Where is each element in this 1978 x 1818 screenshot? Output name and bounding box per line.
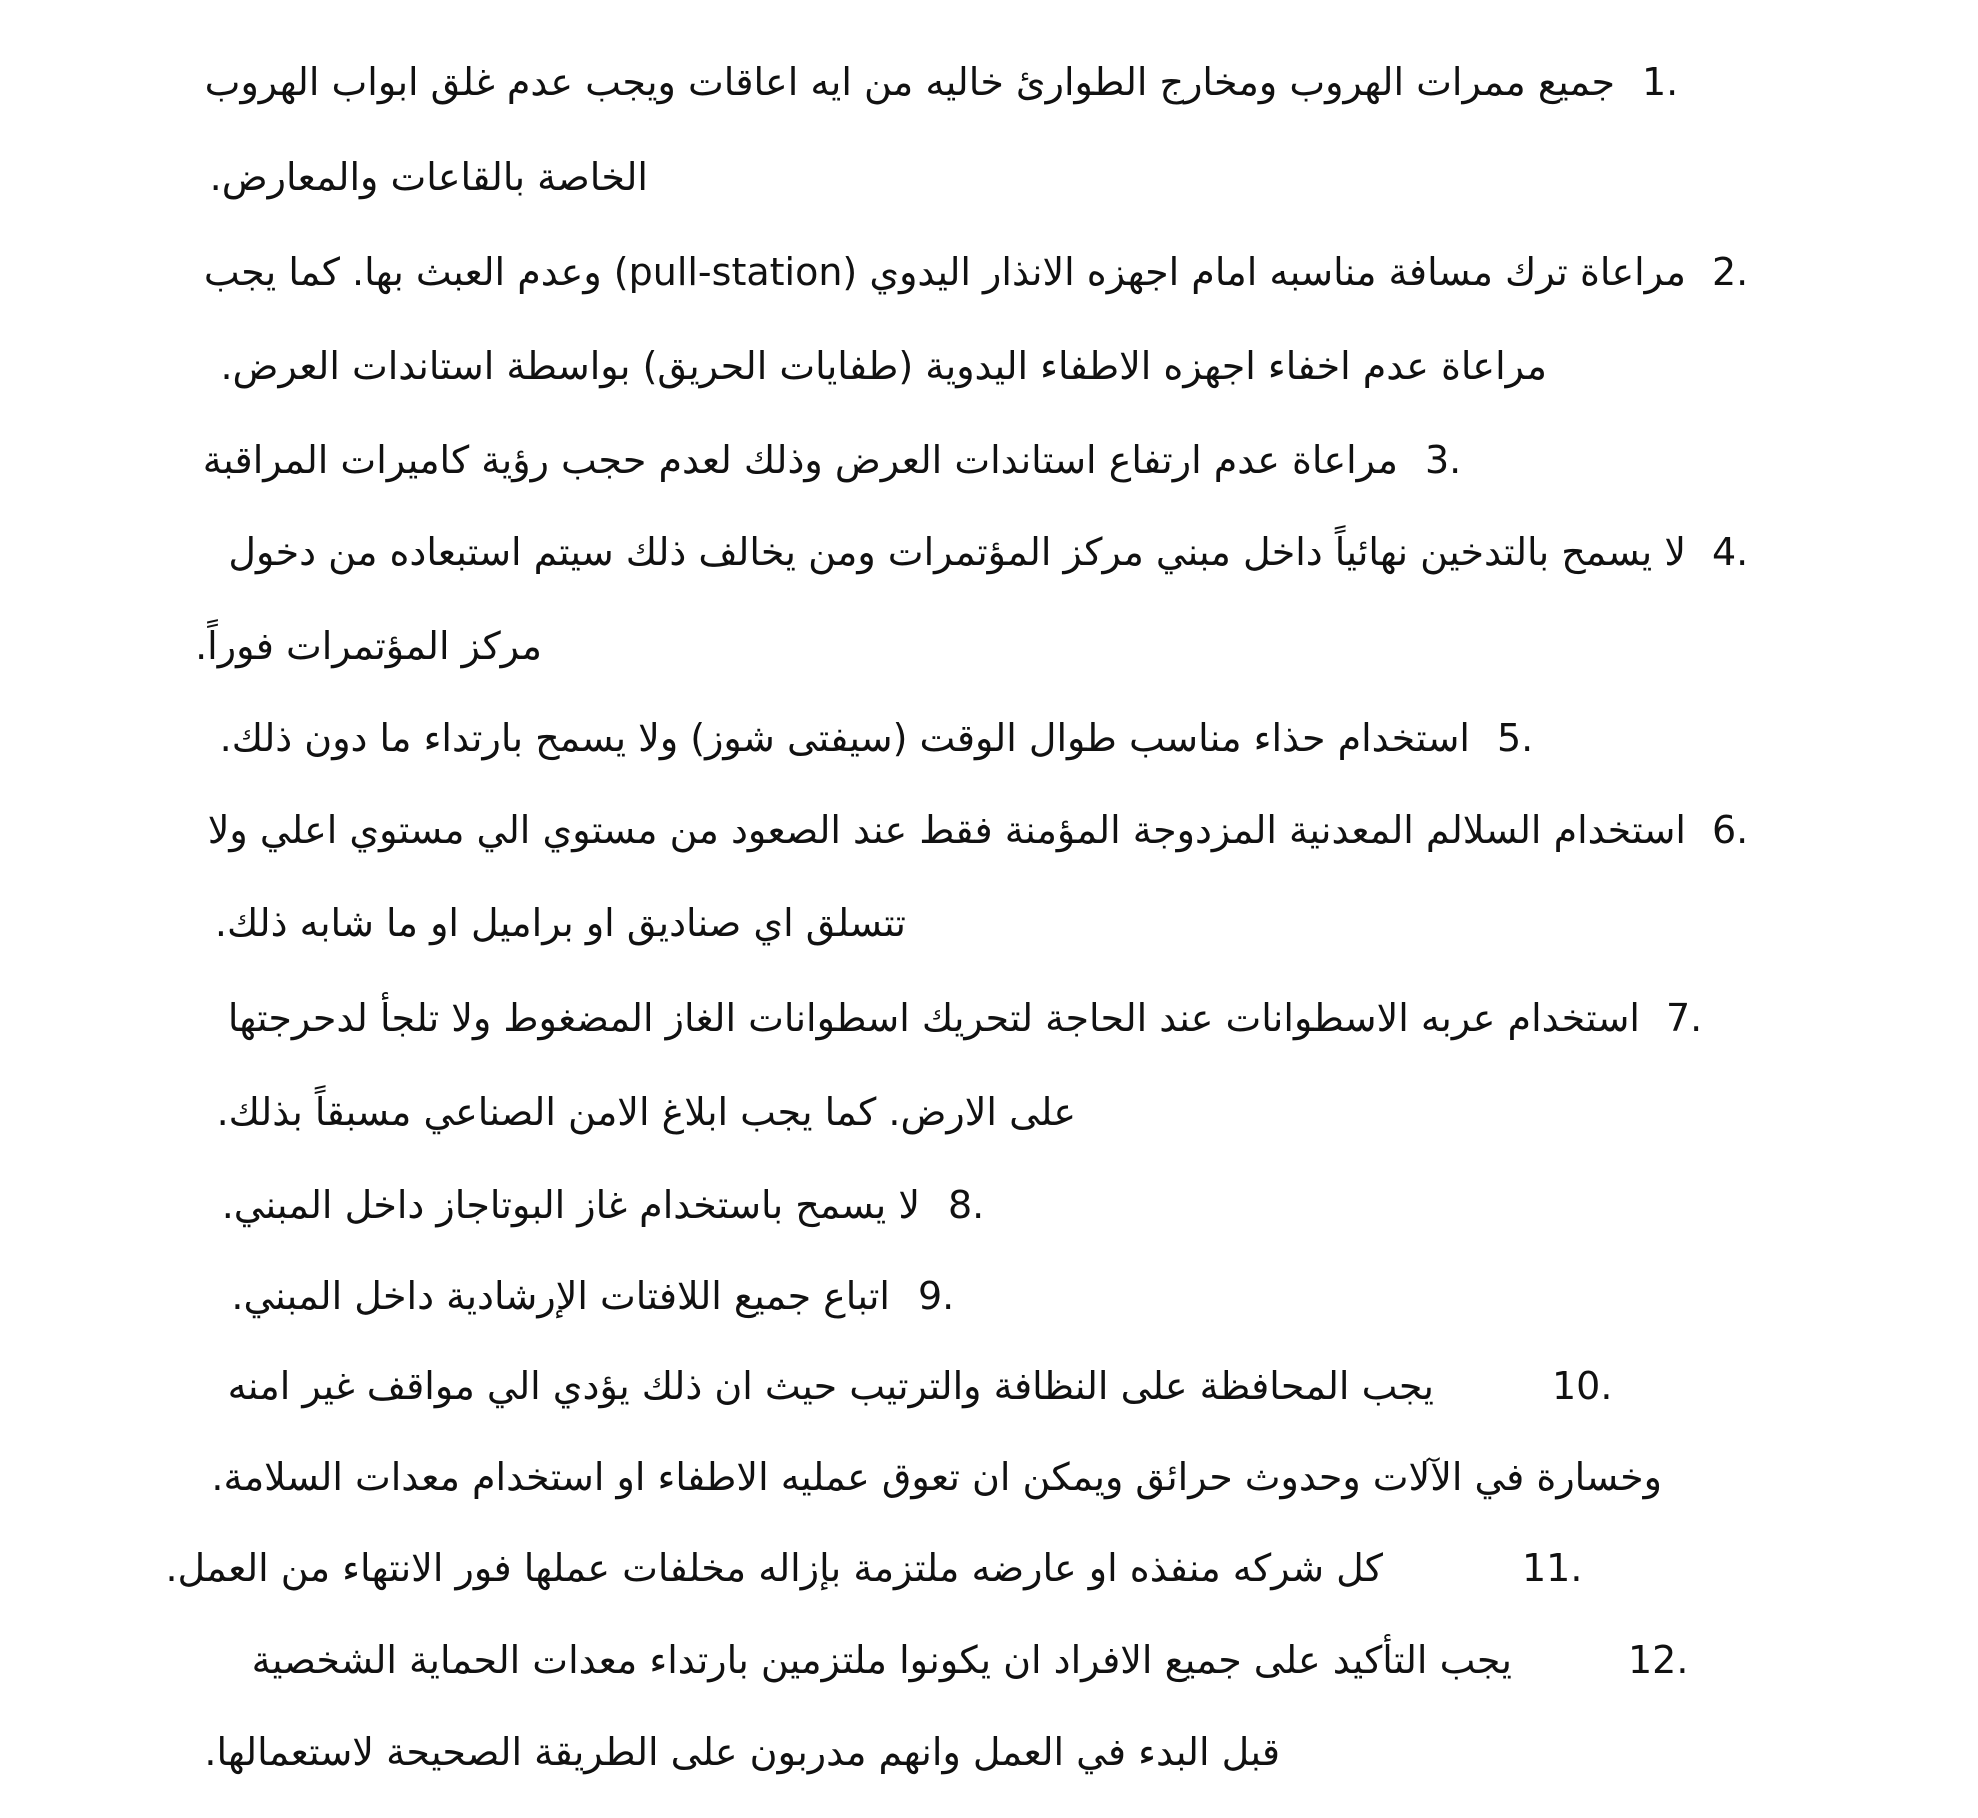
item-text-line: مراعاة عدم ارتفاع استاندات العرض وذلك لعدم حجب رؤية كاميرات المراقبة bbox=[202, 438, 1398, 482]
item-text-line: مراعاة ترك مسافة مناسبه امام اجهزه الانذار اليدوي (pull-station) وعدم العبث بها. كما يجب bbox=[203, 250, 1686, 294]
item-number: 3. bbox=[1425, 438, 1462, 482]
item-text-line: كل شركه منفذه او عارضه ملتزمة بإزاله مخلفات عملها فور الانتهاء من العمل. bbox=[165, 1546, 1383, 1590]
item-number: 7. bbox=[1666, 996, 1703, 1040]
item-number: 10. bbox=[1552, 1364, 1613, 1408]
item-text-line: تتسلق اي صناديق او براميل او ما شابه ذلك. bbox=[214, 901, 906, 945]
item-text-line: يجب المحافظة على النظافة والترتيب حيث ان ذلك يؤدي الي مواقف غير امنه bbox=[227, 1364, 1434, 1408]
item-text-line: لا يسمح باستخدام غاز البوتاجاز داخل المبني. bbox=[221, 1183, 920, 1227]
item-number: 2. bbox=[1712, 250, 1749, 294]
item-number: 11. bbox=[1522, 1546, 1583, 1590]
item-number: 5. bbox=[1497, 716, 1534, 760]
item-text-line: الخاصة بالقاعات والمعارض. bbox=[209, 155, 648, 199]
item-number: 9. bbox=[918, 1274, 955, 1318]
item-text-line: استخدام عربه الاسطوانات عند الحاجة لتحريك اسطوانات الغاز المضغوط ولا تلجأ لدحرجتها bbox=[227, 996, 1640, 1040]
item-text-line: اتباع جميع اللافتات الإرشادية داخل المبني. bbox=[231, 1274, 890, 1318]
item-text-line: استخدام حذاء مناسب طوال الوقت (سيفتى شوز) ولا يسمح بارتداء ما دون ذلك. bbox=[219, 716, 1470, 760]
item-number: 6. bbox=[1712, 808, 1749, 852]
item-number: 8. bbox=[948, 1183, 985, 1227]
item-text-line: جميع ممرات الهروب ومخارج الطوارئ خاليه من ايه اعاقات ويجب عدم غلق ابواب الهروب bbox=[204, 60, 1615, 104]
item-number: 1. bbox=[1642, 60, 1679, 104]
item-text-line: وخسارة في الآلات وحدوث حرائق ويمكن ان تعوق عمليه الاطفاء او استخدام معدات السلامة. bbox=[211, 1455, 1662, 1499]
item-text-line: يجب التأكيد على جميع الافراد ان يكونوا ملتزمين بارتداء معدات الحماية الشخصية bbox=[251, 1638, 1512, 1682]
item-text-line: مركز المؤتمرات فوراً. bbox=[195, 624, 542, 668]
item-number: 12. bbox=[1628, 1638, 1689, 1682]
item-text-line: على الارض. كما يجب ابلاغ الامن الصناعي مسبقاً بذلك. bbox=[216, 1090, 1076, 1134]
item-text-line: مراعاة عدم اخفاء اجهزه الاطفاء اليدوية (طفايات الحريق) بواسطة استاندات العرض. bbox=[220, 344, 1547, 388]
item-text-line: استخدام السلالم المعدنية المزدوجة المؤمنة فقط عند الصعود من مستوي الي مستوي اعلي ولا bbox=[207, 808, 1686, 852]
item-text-line: قبل البدء في العمل وانهم مدربون على الطريقة الصحيحة لاستعمالها. bbox=[204, 1730, 1280, 1774]
item-text-line: لا يسمح بالتدخين نهائياً داخل مبني مركز المؤتمرات ومن يخالف ذلك سيتم استبعاده من دخول bbox=[228, 530, 1686, 574]
item-number: 4. bbox=[1712, 530, 1749, 574]
